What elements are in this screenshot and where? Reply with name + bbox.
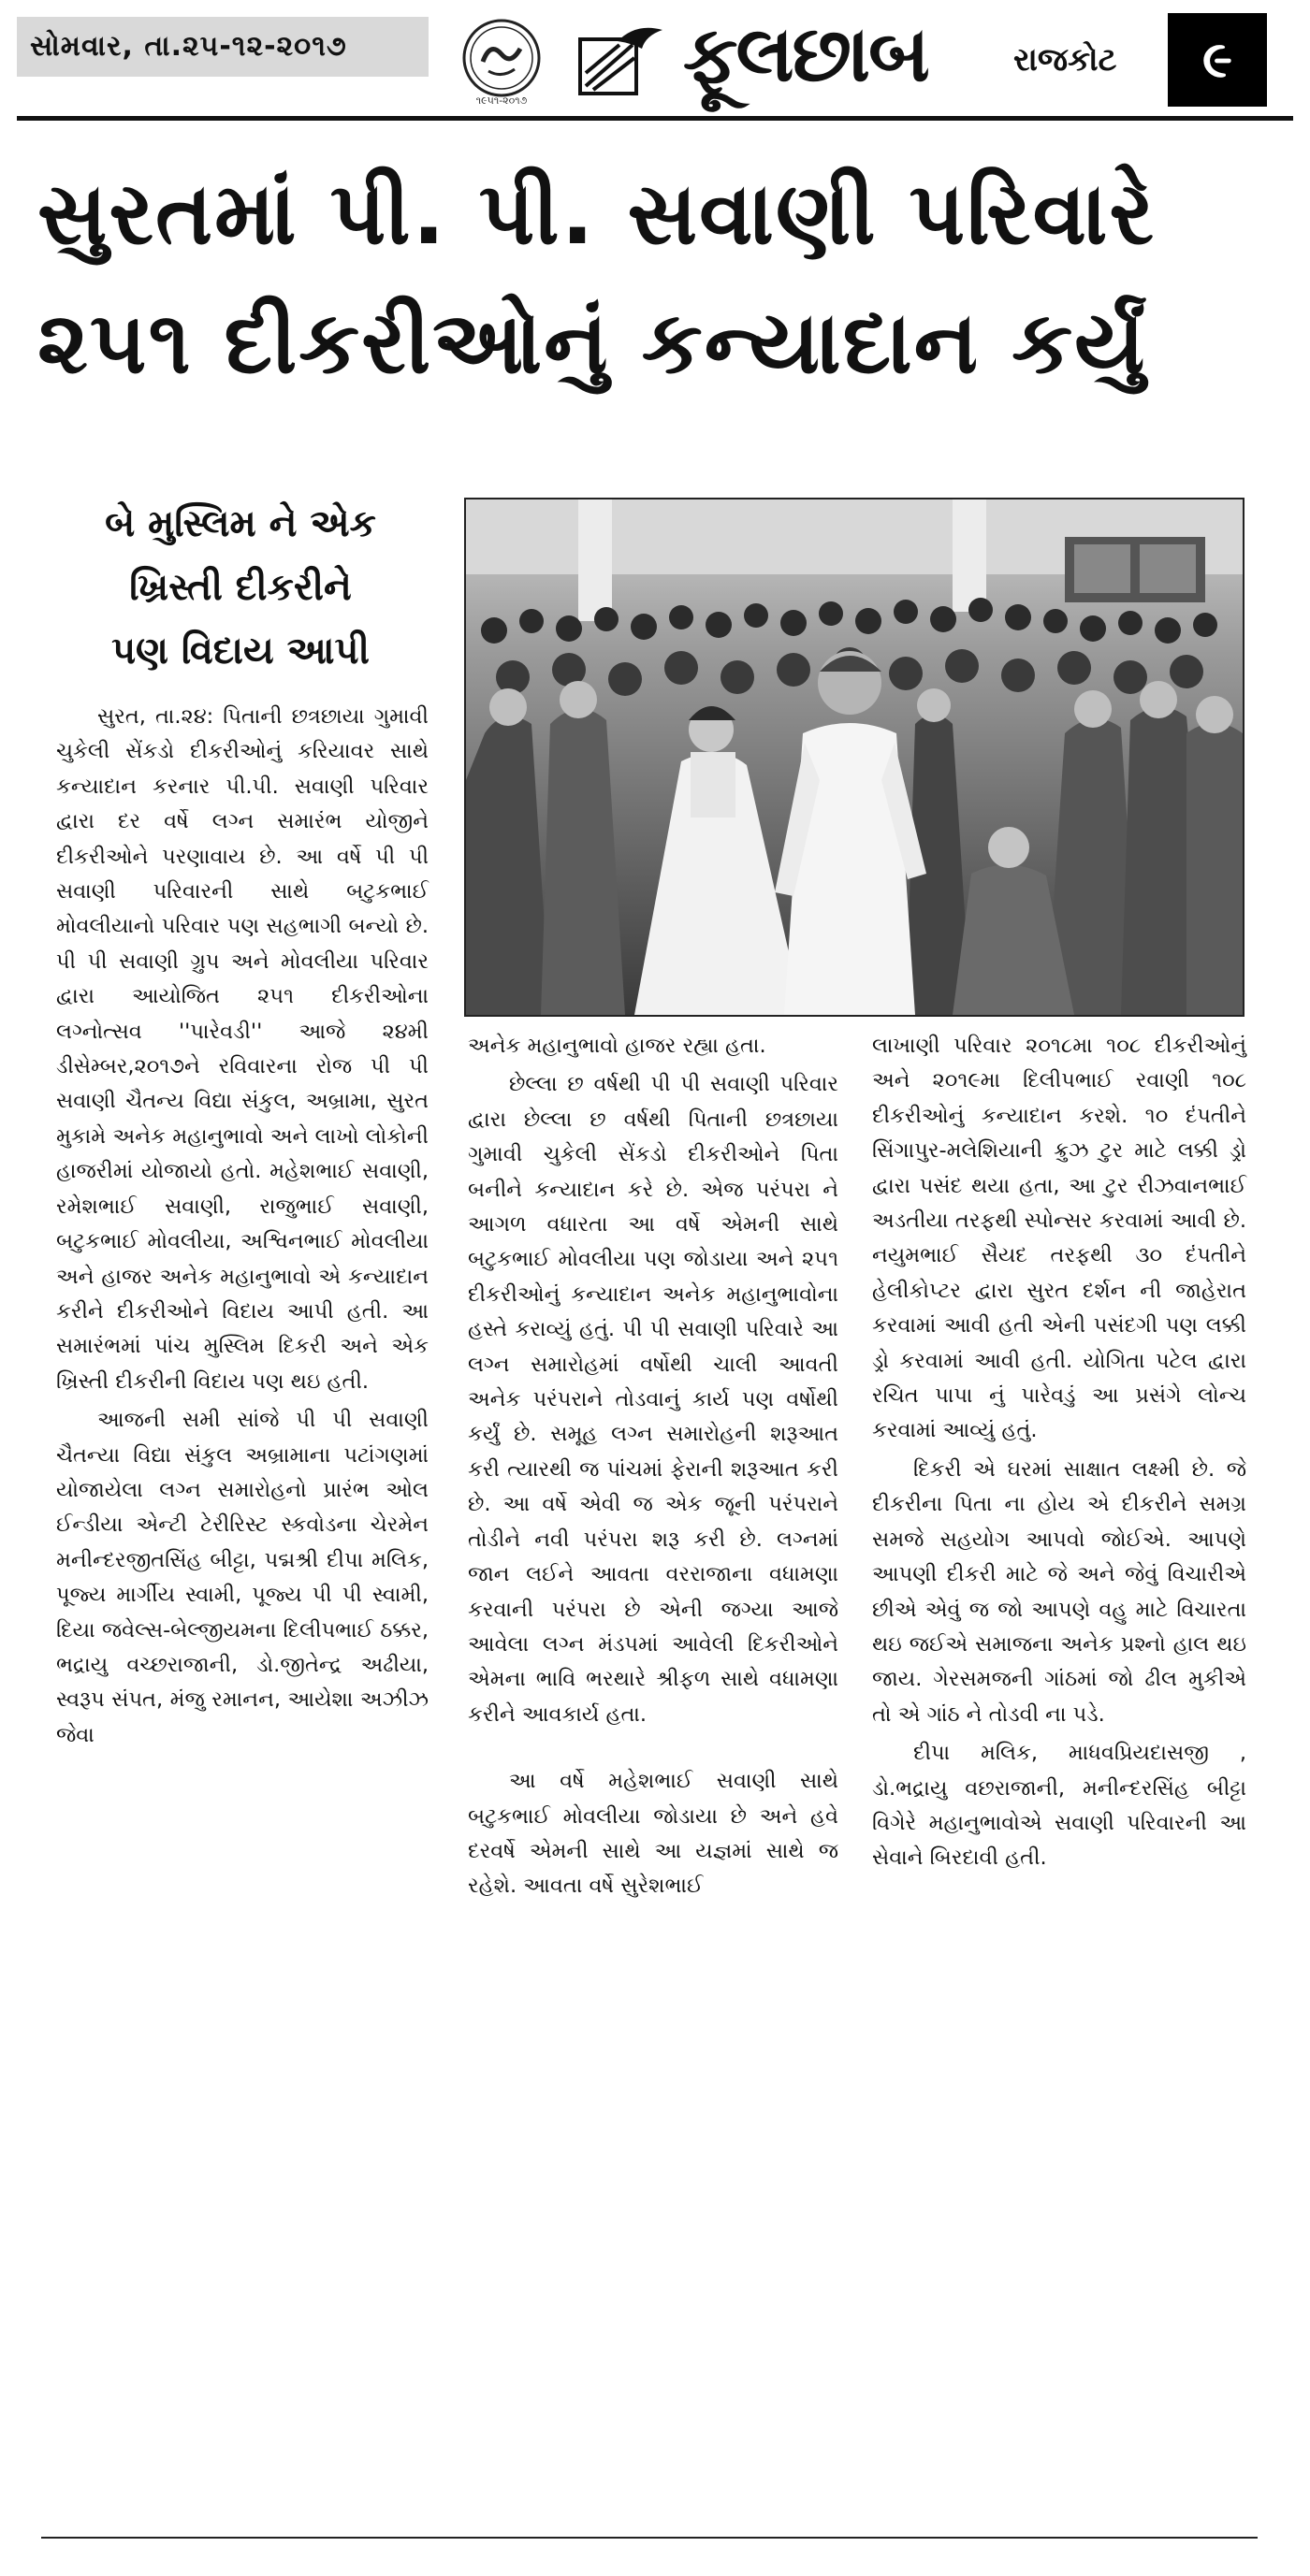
page-number: ૯	[1168, 13, 1267, 107]
headline	[37, 150, 1273, 408]
masthead-divider	[17, 116, 1293, 121]
masthead	[17, 9, 1293, 114]
wedding-ceremony-photo	[464, 498, 1244, 1017]
article-paragraph: આ વર્ષે મહેશભાઈ સવાણી સાથે બટુકભાઈ મોવલીયા જોડાયા છે અને હવે દરવર્ષે એમની સાથે આ યજ્ઞમાં સાથે જ રહેશે. આવતા વર્ષે સુરેશભાઈ	[468, 1769, 838, 1899]
article-column-3	[872, 1029, 1246, 1880]
article-column-2	[468, 1029, 838, 1908]
article-paragraph: આજની સમી સાંજે પી પી સવાણી ચૈતન્યા વિદ્યા સંકુલ અબ્રામાના પટાંગણમાં યોજાયેલા લગ્ન સમારોહનો પ્રારંભ ઓલ ઈન્ડીયા એન્ટી ટેરીરિસ્ટ સ્કવોડના ચેરમેન મનીન્દરજીતસિંહ બીટ્ટા, પદ્મશ્રી દીપા મલિક, પૂજ્ય માર્ગીય સ્વામી, પૂજ્ય પી પી સ્વામી, દિયા જવેલ્સ-બેલ્જીયમના દિલીપભાઈ ઠક્કર, ભદ્રાયુ વચ્છરાજાની, ડો.જીતેન્દ્ર અઢીયા, સ્વરૂપ સંપત, મંજુ રમાનન, આયેશા અઝીઝ જેવા	[56, 1408, 429, 1747]
brand-emblem	[576, 21, 666, 97]
subheadline	[39, 492, 442, 683]
article-paragraph: છેલ્લા છ વર્ષથી પી પી સવાણી પરિવાર દ્વારા છેલ્લા છ વર્ષથી પિતાની છત્રછાયા ગુમાવી ચુકેલી સેંકડો દીકરીઓને પિતા બનીને કન્યાદાન કરે છે. એજ પરંપરા ને આગળ વધારતા આ વર્ષે એમની સાથે બટુકભાઈ મોવલીયા પણ જોડાયા અને ૨૫૧ દીકરીઓનું કન્યાદાન અનેક મહાનુભાવોના હસ્તે કરાવ્યું હતું. પી પી સવાણી પરિવારે આ લગ્ન સમારોહમાં વર્ષોથી ચાલી આવતી અનેક પરંપરાને તોડવાનું કાર્ય પણ વર્ષોથી કર્યું છે. સમૂહ લગ્ન સમારોહની શરૂઆત કરી ત્યારથી જ પાંચમાં ફેરાની શરૂઆત કરી છે. આ વર્ષે એવી જ એક જૂની પરંપરાને તોડીને નવી પરંપરા શરૂ કરી છે. લગ્નમાં જાન લઈને આવતા વરરાજાના વધામણા કરવાની પરંપરા છે એની જગ્યા આજે આવેલા લગ્ન મંડપમાં આવેલી દિકરીઓને એમના ભાવિ ભરથારે શ્રીફળ સાથે વધામણા કરીને આવકાર્ય હતા.	[468, 1072, 838, 1727]
article-paragraph: સુરત, તા.૨૪: પિતાની છત્રછાયા ગુમાવી ચુકેલી સેંકડો દીકરીઓનું કરિયાવર સાથે કન્યાદાન કરનાર પી.પી. સવાણી પરિવાર દ્વારા દર વર્ષે લગ્ન સમારંભ યોજીને દીકરીઓને પરણાવાય છે. આ વર્ષે પી પી સવાણી પરિવારની સાથે બટુકભાઈ મોવલીયાનો પરિવાર પણ સહભાગી બન્યો છે. પી પી સવાણી ગ્રુપ અને મોવલીયા પરિવાર દ્વારા આયોજિત ૨૫૧ દીકરીઓના લગ્નોત્સવ ''પારેવડી'' આજે ૨૪મી ડીસેમ્બર,૨૦૧૭ને રવિવારના રોજ પી પી સવાણી ચૈતન્ય વિદ્યા સંકુલ, અબ્રામા, સુરત મુકામે અનેક મહાનુભાવો અને લાખો લોકોની હાજરીમાં યોજાયો હતો. મહેશભાઈ સવાણી, રમેશભાઈ સવાણી, રાજુભાઈ સવાણી, બટુકભાઈ મોવલીયા, અશ્વિનભાઈ મોવલીયા અને હાજર અનેક મહાનુભાવો એ કન્યાદાન કરીને દીકરીઓને વિદાય આપી હતી. આ સમારંભમાં પાંચ મુસ્લિમ દિકરી અને એક ખ્રિસ્તી દીકરીની વિદાય પણ થઇ હતી.	[56, 704, 429, 1394]
anniversary-logo	[445, 13, 558, 107]
article-paragraph: દીપા મલિક, માધવપ્રિયદાસજી , ડો.ભદ્રાયુ વછરાજાની, મનીન્દરસિંહ બીટ્ટા વિગેરે મહાનુભાવોએ સવાણી પરિવારની આ સેવાને બિરદાવી હતી.	[872, 1741, 1246, 1871]
anniversary-years: ૧૯૫૧-૨૦૧૭	[475, 94, 528, 107]
article-paragraph: લાખાણી પરિવાર ૨૦૧૮મા ૧૦૮ દીકરીઓનું અને ૨૦૧૯મા દિલીપભાઈ રવાણી ૧૦૮ દીકરીઓનું કન્યાદાન કરશે. ૧૦ દંપતીને સિંગાપુર-મલેશિયાની ક્રુઝ ટુર માટે લક્કી ડ્રો દ્વારા પસંદ થયા હતા, આ ટુર રીઝવાનભાઈ અડતીયા તરફથી સ્પોન્સર કરવામાં આવી છે. નયુમભાઈ સૈયદ તરફથી ૩૦ દંપતીને હેલીકોપ્ટર દ્વારા સુરત દર્શન ની જાહેરાત કરવામાં આવી હતી એની પસંદગી પણ લક્કી ડ્રો કરવામાં આવી હતી. યોગિતા પટેલ દ્વારા રચિત પાપા નું પારેવડું આ પ્રસંગે લોન્ચ કરવામાં આવ્યું હતું.	[872, 1034, 1246, 1443]
article-paragraph: દિકરી એ ઘરમાં સાક્ષાત લક્ષ્મી છે. જે દીકરીના પિતા ના હોય એ દીકરીને સમગ્ર સમજે સહયોગ આપવો જોઈએ. આપણે આપણી દીકરી માટે જે અને જેવું વિચારીએ છીએ એવું જ જો આપણે વહુ માટે વિચારતા થઇ જઈએ સમાજના અનેક પ્રશ્નો હાલ થઇ જાય. ગેરસમજની ગાંઠમાં જો ઢીલ મુકીએ તો એ ગાંઠ ને તોડવી ના પડે.	[872, 1456, 1246, 1727]
issue-date: સોમવાર, તા.૨૫-૧૨-૨૦૧૭	[17, 17, 429, 77]
subheadline-line-1: બે મુસ્લિમ ને એક	[105, 502, 376, 545]
edition-city: રાજકોટ	[1013, 41, 1117, 79]
article-column-1	[56, 700, 429, 1757]
subheadline-line-2: ખ્રિસ્તી દીકરીને	[129, 566, 352, 609]
page-bottom-rule	[41, 2537, 1258, 2539]
newspaper-brand: ફૂલછાબ	[683, 9, 928, 99]
article-paragraph: અનેક મહાનુભાવો હાજર રહ્યા હતા.	[468, 1034, 766, 1058]
headline-line-2: ૨૫૧ દીકરીઓનું કન્યાદાન કર્યું	[37, 293, 1147, 393]
subheadline-line-3: પણ વિદાય આપી	[111, 630, 370, 673]
headline-line-1: સુરતમાં પી. પી. સવાણી પરિવારે	[37, 164, 1157, 264]
